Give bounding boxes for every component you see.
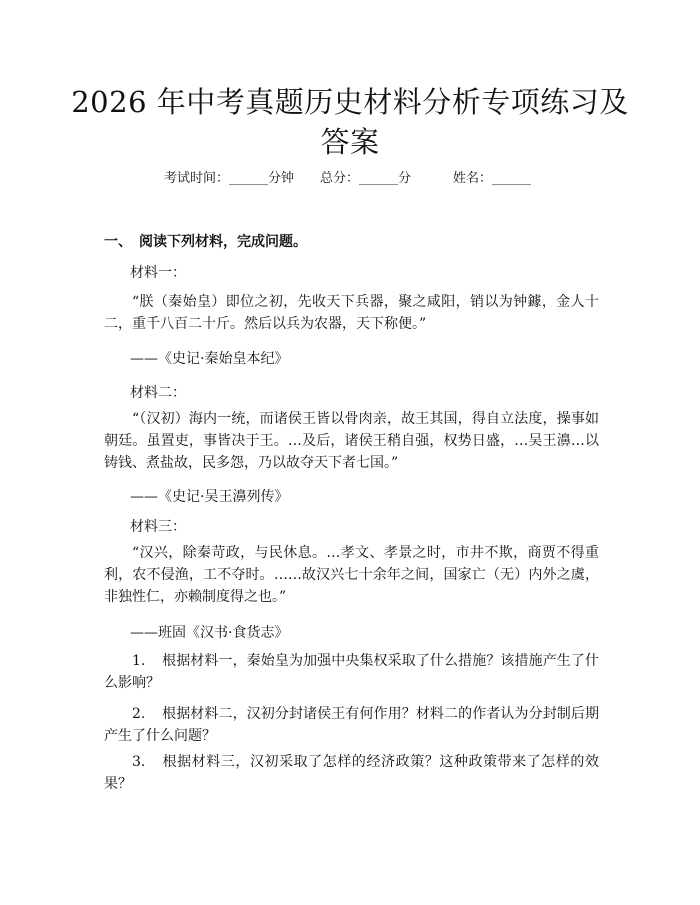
section-number: 一、	[104, 234, 132, 250]
material-1-label: 材料一：	[130, 265, 186, 281]
material-2-source: ——《史记·吴王濞列传》	[130, 489, 289, 505]
question-1-text: 根据材料一，秦始皇为加强中央集权采取了什么措施？该措施产生了什么影响？	[104, 653, 599, 691]
total-score-field: 总分：______分	[320, 171, 412, 186]
material-2-text: “（汉初）海内一统，而诸侯王皆以骨肉亲，故王其国，得自立法度，操事如朝廷。虽置吏，事皆决于王。…及后，诸侯王稍自强，权势日盛，…吴王濞…以铸钱、煮盐故，民多怨，乃以故夺天下者七国。”	[104, 411, 599, 471]
question-3-text: 根据材料三，汉初采取了怎样的经济政策？这种政策带来了怎样的效果？	[104, 754, 599, 792]
question-3	[104, 751, 599, 795]
material-1-source: ——《史记·秦始皇本纪》	[130, 351, 289, 367]
material-3-text: “汉兴，除秦苛政，与民休息。…孝文、孝景之时，市井不欺，商贾不得重利，农不侵渔，工不夺时。……故汉兴七十余年之间，国家亡（无）内外之虞，非独性仁，亦赖制度得之也。”	[104, 545, 599, 605]
question-1	[104, 650, 599, 694]
page-title: 2026 年中考真题历史材料分析专项练习及答案	[71, 85, 629, 159]
question-3-number: 3.	[132, 754, 146, 770]
question-1-number: 1.	[132, 653, 146, 669]
material-3-label: 材料三：	[130, 519, 186, 535]
question-2-number: 2.	[132, 706, 146, 722]
section-instruction: 阅读下列材料，完成问题。	[139, 234, 307, 250]
question-2-text: 根据材料二，汉初分封诸侯王有何作用？材料二的作者认为分封制后期产生了什么问题？	[104, 706, 599, 744]
material-3-source: ——班固《汉书·食货志》	[130, 625, 289, 641]
exam-time-field: 考试时间：______分钟	[164, 171, 295, 186]
material-2-label: 材料二：	[130, 385, 186, 401]
material-1-text: “朕（秦始皇）即位之初，先收天下兵器，聚之咸阳，销以为钟鐻，金人十二，重千八百二十斤。然后以兵为农器，天下称便。”	[104, 294, 599, 332]
question-2	[104, 703, 599, 747]
student-name-field: 姓名：______	[453, 171, 532, 186]
section-heading	[104, 231, 307, 251]
